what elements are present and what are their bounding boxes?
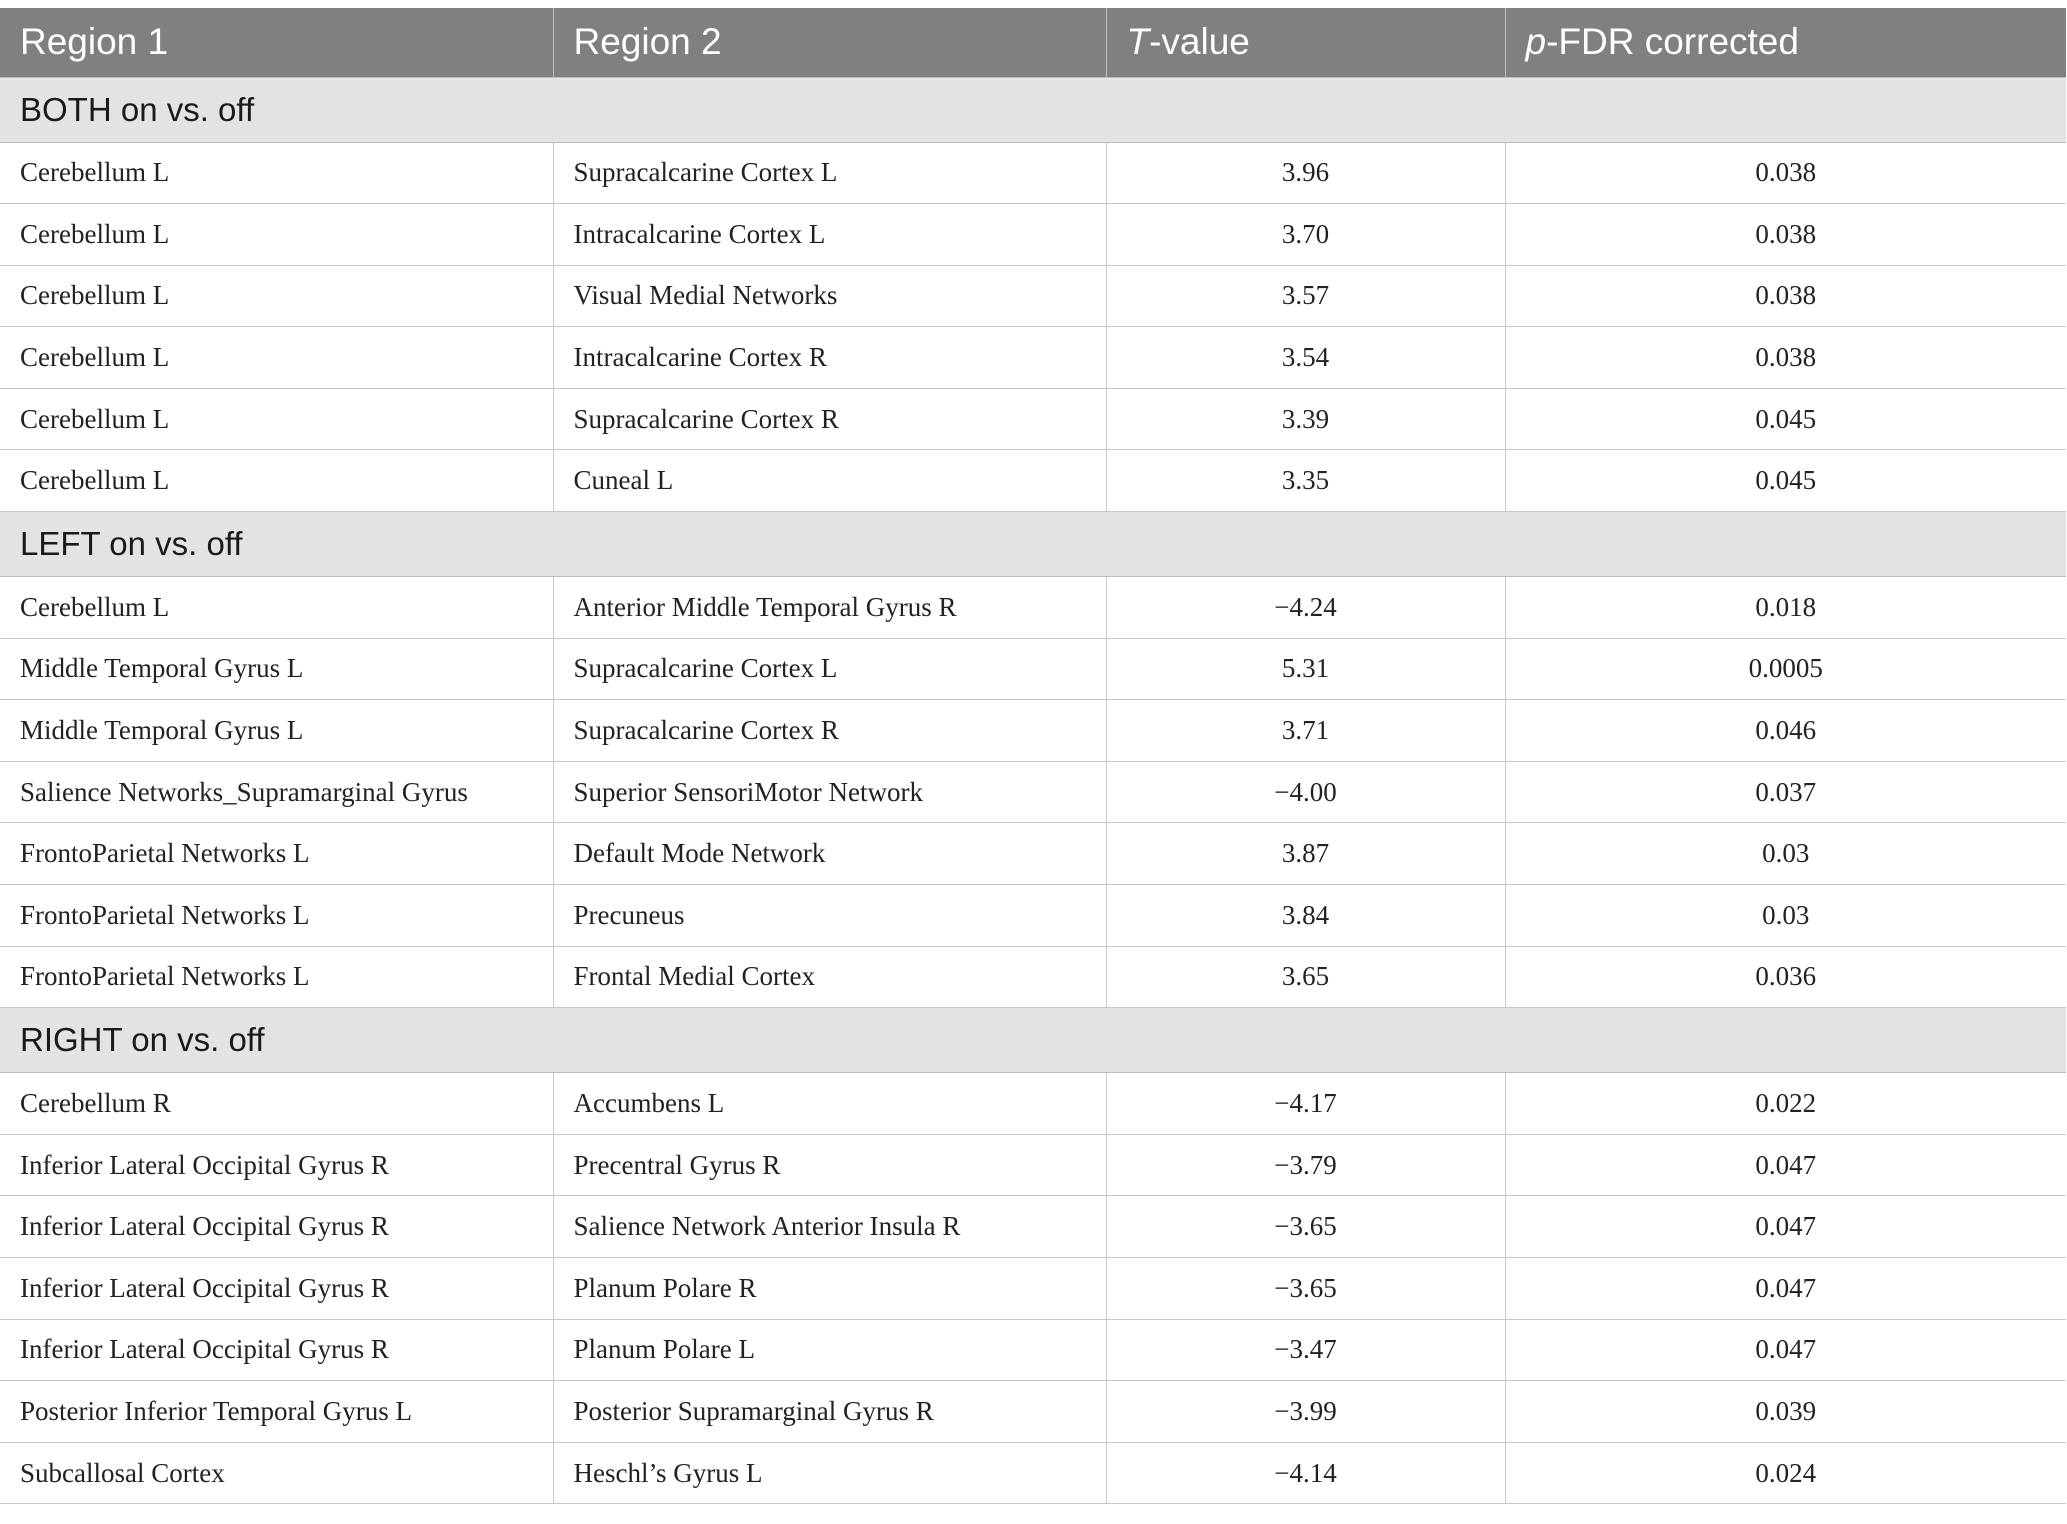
cell-p-fdr: 0.024 (1505, 1442, 2066, 1504)
cell-region-1: FrontoParietal Networks L (0, 885, 553, 947)
table-row (0, 1196, 2066, 1258)
cell-region-1: FrontoParietal Networks L (0, 946, 553, 1008)
cell-p-fdr: 0.047 (1505, 1134, 2066, 1196)
header-region-1: Region 1 (0, 8, 553, 77)
cell-region-2: Anterior Middle Temporal Gyrus R (553, 577, 1106, 639)
table-row (0, 388, 2066, 450)
header-p-fdr (1505, 8, 2066, 77)
cell-region-1: Inferior Lateral Occipital Gyrus R (0, 1196, 553, 1258)
table-row (0, 450, 2066, 512)
table-row (0, 885, 2066, 947)
cell-region-1: Cerebellum L (0, 388, 553, 450)
cell-region-2: Heschl’s Gyrus L (553, 1442, 1106, 1504)
table-row (0, 1258, 2066, 1320)
group-title: RIGHT on vs. off (0, 1008, 2066, 1073)
cell-p-fdr: 0.038 (1505, 265, 2066, 327)
cell-t-value: −3.65 (1106, 1196, 1505, 1258)
cell-t-value: −3.99 (1106, 1381, 1505, 1443)
table-row (0, 1073, 2066, 1135)
cell-region-2: Cuneal L (553, 450, 1106, 512)
cell-region-2: Supracalcarine Cortex L (553, 638, 1106, 700)
cell-p-fdr: 0.022 (1505, 1073, 2066, 1135)
cell-region-2: Supracalcarine Cortex R (553, 700, 1106, 762)
table-row (0, 142, 2066, 204)
cell-p-fdr: 0.039 (1505, 1381, 2066, 1443)
cell-t-value: −4.00 (1106, 761, 1505, 823)
cell-region-1: Cerebellum L (0, 450, 553, 512)
cell-region-1: Middle Temporal Gyrus L (0, 638, 553, 700)
cell-region-2: Intracalcarine Cortex L (553, 204, 1106, 266)
cell-region-1: Salience Networks_Supramarginal Gyrus (0, 761, 553, 823)
cell-t-value: 3.65 (1106, 946, 1505, 1008)
cell-p-fdr: 0.047 (1505, 1319, 2066, 1381)
header-row (0, 8, 2066, 77)
cell-t-value: −4.17 (1106, 1073, 1505, 1135)
cell-p-fdr: 0.036 (1505, 946, 2066, 1008)
cell-t-value: −4.14 (1106, 1442, 1505, 1504)
table-row (0, 1442, 2066, 1504)
cell-p-fdr: 0.046 (1505, 700, 2066, 762)
cell-region-1: Cerebellum R (0, 1073, 553, 1135)
cell-region-1: Posterior Inferior Temporal Gyrus L (0, 1381, 553, 1443)
group-header-row (0, 77, 2066, 142)
header-t-value-italic: T (1126, 21, 1150, 63)
cell-t-value: 5.31 (1106, 638, 1505, 700)
cell-region-2: Planum Polare R (553, 1258, 1106, 1320)
header-t-value (1106, 8, 1505, 77)
header-p-fdr-rest: -FDR corrected (1546, 21, 1799, 63)
cell-p-fdr: 0.045 (1505, 450, 2066, 512)
cell-region-1: Subcallosal Cortex (0, 1442, 553, 1504)
cell-p-fdr: 0.045 (1505, 388, 2066, 450)
cell-region-2: Supracalcarine Cortex R (553, 388, 1106, 450)
cell-t-value: 3.87 (1106, 823, 1505, 885)
cell-t-value: 3.39 (1106, 388, 1505, 450)
cell-p-fdr: 0.037 (1505, 761, 2066, 823)
cell-p-fdr: 0.038 (1505, 204, 2066, 266)
cell-p-fdr: 0.038 (1505, 327, 2066, 389)
header-p-fdr-italic: p (1525, 21, 1547, 63)
cell-p-fdr: 0.03 (1505, 823, 2066, 885)
table-row (0, 823, 2066, 885)
cell-region-1: Cerebellum L (0, 204, 553, 266)
cell-p-fdr: 0.03 (1505, 885, 2066, 947)
table-row (0, 761, 2066, 823)
cell-p-fdr: 0.038 (1505, 142, 2066, 204)
cell-region-1: Cerebellum L (0, 577, 553, 639)
table-row (0, 265, 2066, 327)
cell-region-2: Planum Polare L (553, 1319, 1106, 1381)
cell-p-fdr: 0.018 (1505, 577, 2066, 639)
cell-region-1: FrontoParietal Networks L (0, 823, 553, 885)
cell-region-2: Precentral Gyrus R (553, 1134, 1106, 1196)
cell-region-1: Inferior Lateral Occipital Gyrus R (0, 1258, 553, 1320)
cell-region-2: Precuneus (553, 885, 1106, 947)
cell-t-value: −4.24 (1106, 577, 1505, 639)
table-row (0, 327, 2066, 389)
cell-region-2: Default Mode Network (553, 823, 1106, 885)
cell-p-fdr: 0.047 (1505, 1258, 2066, 1320)
cell-region-2: Posterior Supramarginal Gyrus R (553, 1381, 1106, 1443)
cell-region-2: Frontal Medial Cortex (553, 946, 1106, 1008)
cell-region-1: Middle Temporal Gyrus L (0, 700, 553, 762)
header-region-2: Region 2 (553, 8, 1106, 77)
table-row (0, 700, 2066, 762)
group-header-row (0, 1008, 2066, 1073)
header-t-value-rest: -value (1149, 21, 1250, 63)
cell-p-fdr: 0.0005 (1505, 638, 2066, 700)
group-header-row (0, 512, 2066, 577)
table-row (0, 638, 2066, 700)
cell-region-1: Cerebellum L (0, 142, 553, 204)
cell-region-1: Cerebellum L (0, 265, 553, 327)
cell-region-1: Cerebellum L (0, 327, 553, 389)
cell-region-2: Salience Network Anterior Insula R (553, 1196, 1106, 1258)
table-row (0, 1319, 2066, 1381)
cell-t-value: 3.96 (1106, 142, 1505, 204)
connectivity-table (0, 8, 2066, 1504)
cell-region-2: Intracalcarine Cortex R (553, 327, 1106, 389)
cell-t-value: −3.65 (1106, 1258, 1505, 1320)
group-title: BOTH on vs. off (0, 77, 2066, 142)
cell-t-value: −3.79 (1106, 1134, 1505, 1196)
cell-p-fdr: 0.047 (1505, 1196, 2066, 1258)
table-header (0, 8, 2066, 77)
table-row (0, 1381, 2066, 1443)
group-title: LEFT on vs. off (0, 512, 2066, 577)
cell-t-value: 3.57 (1106, 265, 1505, 327)
cell-t-value: −3.47 (1106, 1319, 1505, 1381)
cell-t-value: 3.35 (1106, 450, 1505, 512)
cell-region-2: Accumbens L (553, 1073, 1106, 1135)
cell-t-value: 3.71 (1106, 700, 1505, 762)
cell-t-value: 3.70 (1106, 204, 1505, 266)
cell-region-1: Inferior Lateral Occipital Gyrus R (0, 1319, 553, 1381)
table-row (0, 946, 2066, 1008)
table-body (0, 77, 2066, 1504)
cell-region-2: Supracalcarine Cortex L (553, 142, 1106, 204)
table-row (0, 204, 2066, 266)
cell-region-1: Inferior Lateral Occipital Gyrus R (0, 1134, 553, 1196)
cell-region-2: Visual Medial Networks (553, 265, 1106, 327)
cell-t-value: 3.54 (1106, 327, 1505, 389)
table-row (0, 577, 2066, 639)
cell-region-2: Superior SensoriMotor Network (553, 761, 1106, 823)
cell-t-value: 3.84 (1106, 885, 1505, 947)
table-row (0, 1134, 2066, 1196)
